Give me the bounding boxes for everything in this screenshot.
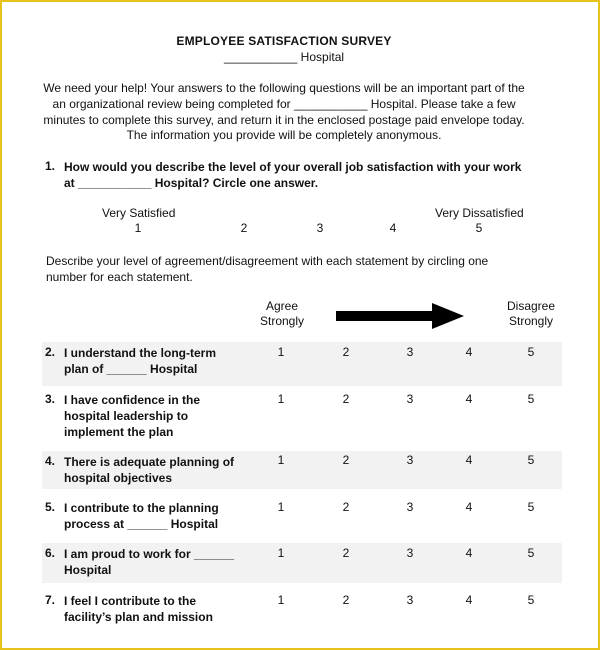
statement-7-option-5[interactable]: 5 <box>527 593 535 607</box>
statement-4-option-5[interactable]: 5 <box>527 453 535 467</box>
statement-3-option-4[interactable]: 4 <box>465 392 473 406</box>
statement-5-option-1[interactable]: 1 <box>277 500 285 514</box>
statement-7-number: 7. <box>45 593 56 607</box>
statement-2-option-1[interactable]: 1 <box>277 345 285 359</box>
question-1-text: How would you describe the level of your overall job satisfaction with your work at ___________ Hospital? Circle one answer. <box>64 160 522 190</box>
disagree-strongly-header: Disagree Strongly <box>506 299 556 328</box>
statement-6-text: I am proud to work for ______ Hospital <box>64 547 235 577</box>
statement-6-option-3[interactable]: 3 <box>406 546 414 560</box>
statement-5-number: 5. <box>45 500 56 514</box>
statement-4-number: 4. <box>45 454 56 468</box>
statement-2-option-3[interactable]: 3 <box>406 345 414 359</box>
q1-option-4[interactable]: 4 <box>389 221 397 235</box>
statement-2-option-2[interactable]: 2 <box>342 345 350 359</box>
statement-3-option-3[interactable]: 3 <box>406 392 414 406</box>
survey-title: EMPLOYEE SATISFACTION SURVEY <box>176 34 392 48</box>
statement-6-option-1[interactable]: 1 <box>277 546 285 560</box>
statement-3-option-5[interactable]: 5 <box>527 392 535 406</box>
statement-5-option-5[interactable]: 5 <box>527 500 535 514</box>
question-1-number: 1. <box>45 159 56 173</box>
survey-subtitle: ___________ Hospital <box>223 50 345 64</box>
statement-7-text: I feel I contribute to the facility’s plan and mission <box>64 594 213 624</box>
statement-2-option-4[interactable]: 4 <box>465 345 473 359</box>
agree-strongly-header: Agree Strongly <box>259 299 305 328</box>
statement-4-option-1[interactable]: 1 <box>277 453 285 467</box>
statement-7-option-1[interactable]: 1 <box>277 593 285 607</box>
statement-7-option-4[interactable]: 4 <box>465 593 473 607</box>
statement-5-text: I contribute to the planning process at ______ Hospital <box>64 501 219 531</box>
q1-option-2[interactable]: 2 <box>240 221 248 235</box>
q1-option-5[interactable]: 5 <box>475 221 483 235</box>
agreement-instructions: Describe your level of agreement/disagreement with each statement by circling one number for each statement. <box>46 254 489 284</box>
statement-3-option-1[interactable]: 1 <box>277 392 285 406</box>
statement-2-option-5[interactable]: 5 <box>527 345 535 359</box>
statement-7-option-2[interactable]: 2 <box>342 593 350 607</box>
statement-6-number: 6. <box>45 546 56 560</box>
q1-option-3[interactable]: 3 <box>316 221 324 235</box>
statement-4-option-2[interactable]: 2 <box>342 453 350 467</box>
very-dissatisfied-label: Very Dissatisfied <box>435 206 524 220</box>
statement-6-option-4[interactable]: 4 <box>465 546 473 560</box>
statement-4-option-3[interactable]: 3 <box>406 453 414 467</box>
statement-6-option-2[interactable]: 2 <box>342 546 350 560</box>
statement-3-option-2[interactable]: 2 <box>342 392 350 406</box>
very-satisfied-label: Very Satisfied <box>102 206 176 220</box>
statement-7-option-3[interactable]: 3 <box>406 593 414 607</box>
statement-6-option-5[interactable]: 5 <box>527 546 535 560</box>
intro-paragraph: We need your help! Your answers to the following questions will be an important part of the an organizational review being completed for ___________ Hospital. Please take a few minutes to complete this survey, and return it in the enclosed postage paid envelope today. The information you provide will be completely anonymous. <box>43 81 525 143</box>
statement-5-option-4[interactable]: 4 <box>465 500 473 514</box>
statement-2-text: I understand the long-term plan of ______ Hospital <box>64 346 217 376</box>
statement-2-number: 2. <box>45 345 56 359</box>
statement-5-option-3[interactable]: 3 <box>406 500 414 514</box>
statement-5-option-2[interactable]: 2 <box>342 500 350 514</box>
statement-3-number: 3. <box>45 392 56 406</box>
q1-option-1[interactable]: 1 <box>134 221 142 235</box>
statement-3-text: I have confidence in the hospital leadership to implement the plan <box>64 393 201 439</box>
statement-4-text: There is adequate planning of hospital objectives <box>64 455 235 485</box>
right-arrow-icon <box>336 303 466 329</box>
statement-4-option-4[interactable]: 4 <box>465 453 473 467</box>
